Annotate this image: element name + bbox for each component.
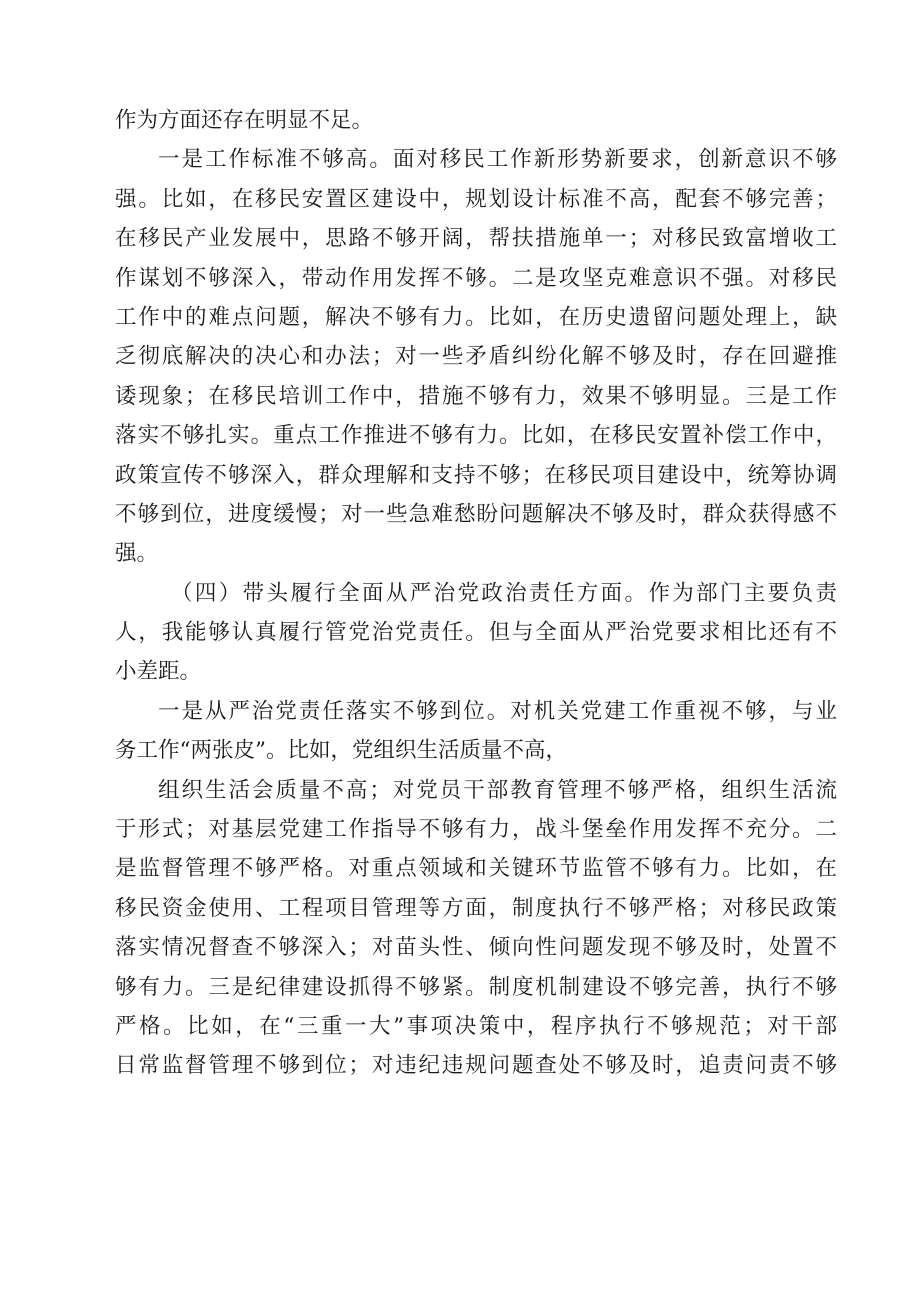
text-line: （四）带头履行全面从严治党政治责任方面。作为部门主要负责 xyxy=(171,580,837,606)
text-line: 于形式；对基层党建工作指导不够有力，战斗堡垒作用发挥不充分。二 xyxy=(115,817,837,843)
text-line: 政策宣传不够深入，群众理解和支持不够；在移民项目建设中，统筹协调 xyxy=(115,462,837,488)
text-line: 乏彻底解决的决心和办法；对一些矛盾纠纷化解不够及时，存在回避推 xyxy=(115,344,837,370)
text-line: 是监督管理不够严格。对重点领域和关键环节监管不够有力。比如，在 xyxy=(115,856,837,882)
text-line: 务工作“两张皮”。比如，党组织生活质量不高， xyxy=(115,738,567,764)
text-line: 落实情况督查不够深入；对苗头性、倾向性问题发现不够及时，处置不 xyxy=(115,935,837,961)
text-line: 够有力。三是纪律建设抓得不够紧。制度机制建设不够完善，执行不够 xyxy=(115,974,837,1000)
text-line: 组织生活会质量不高；对党员干部教育管理不够严格，组织生活流 xyxy=(158,777,837,803)
text-line: 工作中的难点问题，解决不够有力。比如，在历史遗留问题处理上，缺 xyxy=(115,304,837,330)
text-line: 移民资金使用、工程项目管理等方面，制度执行不够严格；对移民政策 xyxy=(115,895,837,921)
text-line: 强。 xyxy=(115,541,159,567)
text-line: 不够到位，进度缓慢；对一些急难愁盼问题解决不够及时，群众获得感不 xyxy=(115,501,837,527)
text-line: 一是工作标准不够高。面对移民工作新形势新要求，创新意识不够 xyxy=(158,147,837,173)
document-body xyxy=(115,101,837,1086)
text-line: 在移民产业发展中，思路不够开阔，帮扶措施单一；对移民致富增收工 xyxy=(115,226,837,252)
text-line: 日常监督管理不够到位；对违纪违规问题查处不够及时，追责问责不够 xyxy=(115,1053,837,1079)
text-line: 一是从严治党责任落实不够到位。对机关党建工作重视不够，与业 xyxy=(158,698,837,724)
text-line: 强。比如，在移民安置区建设中，规划设计标准不高，配套不够完善； xyxy=(115,186,837,212)
text-line: 作为方面还存在明显不足。 xyxy=(115,108,374,133)
text-line: 人，我能够认真履行管党治党责任。但与全面从严治党要求相比还有不 xyxy=(115,620,837,646)
text-line: 作谋划不够深入，带动作用发挥不够。二是攻坚克难意识不强。对移民 xyxy=(115,265,837,291)
text-line: 小差距。 xyxy=(115,659,202,685)
text-line: 落实不够扎实。重点工作推进不够有力。比如，在移民安置补偿工作中， xyxy=(115,423,837,449)
text-line: 严格。比如，在“三重一大”事项决策中，程序执行不够规范；对干部 xyxy=(115,1013,837,1039)
text-line: 诿现象；在移民培训工作中，措施不够有力，效果不够明显。三是工作 xyxy=(115,383,837,409)
